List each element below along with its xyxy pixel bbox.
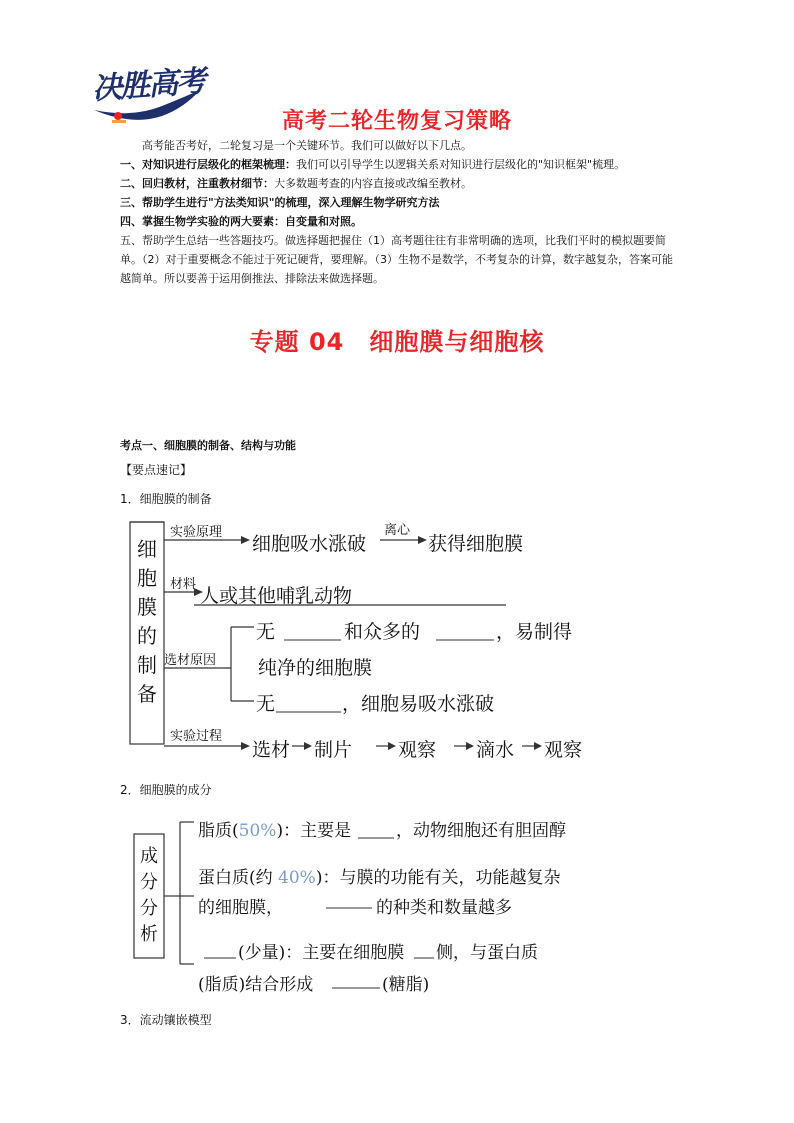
subheading-membrane-components: 2．细胞膜的成分 bbox=[120, 783, 212, 797]
principle-label: 实验原理 bbox=[170, 525, 223, 540]
sugar-a: (少量)：主要在细胞膜 bbox=[238, 943, 405, 963]
protein-b: )：与膜的功能有关，功能越复杂 bbox=[315, 868, 561, 888]
intro-item-4-bold: 四、掌握生物学实验的两大要素：自变量和对照。 bbox=[120, 215, 362, 228]
intro-item-4 bbox=[120, 212, 680, 231]
intro-item-1 bbox=[120, 155, 680, 174]
diagram-membrane-preparation bbox=[126, 515, 596, 760]
intro-item-3 bbox=[120, 193, 680, 212]
reason1-c: ，易制得 bbox=[496, 621, 573, 643]
logo-text: 决胜高考 bbox=[91, 64, 206, 107]
process-step: 滴水 bbox=[476, 739, 515, 761]
document-title: 高考二轮生物复习策略 bbox=[281, 109, 512, 134]
diagram2-box-label bbox=[134, 844, 164, 948]
protein-percent: 40% bbox=[278, 868, 316, 888]
diagram1-box-char: 细 bbox=[137, 537, 157, 561]
diagram2-box-char: 分 bbox=[140, 872, 158, 893]
reason2-a: 无 bbox=[256, 693, 276, 715]
diagram1-box-label bbox=[130, 535, 164, 709]
protein-line2-a: 的细胞膜， bbox=[198, 898, 283, 918]
diagram2-box-char: 分 bbox=[140, 898, 158, 919]
intro-section bbox=[120, 136, 680, 288]
reason1-b: 和众多的 bbox=[344, 621, 421, 643]
diagram1-box-char: 制 bbox=[137, 653, 157, 677]
process-step: 制片 bbox=[314, 739, 353, 761]
principle-text: 细胞吸水涨破 bbox=[252, 533, 367, 555]
section-heading: 考点一、细胞膜的制备、结构与功能 bbox=[120, 439, 296, 452]
intro-item-2-text: 大多数题考查的内容直接或改编至教材。 bbox=[274, 177, 472, 190]
reason-label: 选材原因 bbox=[164, 653, 217, 668]
material-text: 人或其他哺乳动物 bbox=[200, 585, 353, 607]
intro-item-2-bold: 二、回归教材，注重教材细节： bbox=[120, 177, 274, 190]
intro-item-1-bold: 一、对知识进行层级化的框架梳理： bbox=[120, 158, 296, 171]
sugar-b: 侧，与蛋白质 bbox=[436, 943, 538, 963]
sugar-line2-b: (糖脂) bbox=[382, 975, 430, 995]
protein-line2-b: 的种类和数量越多 bbox=[376, 898, 512, 918]
diagram-membrane-components bbox=[132, 808, 592, 998]
lipid-b: )：主要是 bbox=[276, 821, 352, 841]
centrifuge-label: 离心 bbox=[384, 523, 411, 538]
intro-item-1-text: 我们可以引导学生以逻辑关系对知识进行层级化的"知识框架"梳理。 bbox=[296, 158, 626, 171]
diagram1-box-char: 胞 bbox=[137, 566, 157, 590]
diagram2-box-char: 析 bbox=[140, 924, 158, 945]
lipid-percent: 50% bbox=[238, 821, 277, 841]
intro-item-3-bold: 三、帮助学生进行"方法类知识"的梳理，深入理解生物学研究方法 bbox=[120, 196, 440, 209]
intro-lead: 高考能否考好，二轮复习是一个关键环节。我们可以做好以下几点。 bbox=[142, 139, 472, 152]
lipid-c: ，动物细胞还有胆固醇 bbox=[396, 821, 566, 841]
reason2-b: ，细胞易吸水涨破 bbox=[342, 693, 495, 715]
intro-item-2 bbox=[120, 174, 680, 193]
sugar-line2-a: (脂质)结合形成 bbox=[198, 975, 314, 995]
process-step: 选材 bbox=[252, 739, 291, 761]
intro-item-5: 五、帮助学生总结一些答题技巧。做选择题把握住（1）高考题往往有非常明确的选项，比我们平时的模拟题要简单。（2）对于重要概念不能过于死记硬背，要理解。（3）生物不是数学，不考复杂的计算，数字越复杂，答案可能越简单。所以要善于运用倒推法、排除法来做选择题。 bbox=[120, 234, 673, 285]
diagram1-box-char: 膜 bbox=[137, 595, 157, 619]
reason1-line2: 纯净的细胞膜 bbox=[258, 657, 373, 679]
lipid-a: 脂质( bbox=[198, 821, 239, 841]
lipid-line bbox=[198, 816, 351, 841]
process-step: 观察 bbox=[544, 739, 583, 761]
topic-title: 专题 04 细胞膜与细胞核 bbox=[249, 328, 545, 356]
process-label: 实验过程 bbox=[170, 729, 223, 744]
protein-a: 蛋白质(约 bbox=[198, 868, 279, 888]
subheading-fluid-mosaic-model: 3．流动镶嵌模型 bbox=[120, 1013, 212, 1027]
reason1-a: 无 bbox=[256, 621, 276, 643]
key-points-tag: 【要点速记】 bbox=[120, 463, 193, 477]
diagram1-box-char: 备 bbox=[137, 682, 157, 706]
diagram1-box-char: 的 bbox=[137, 624, 157, 648]
subheading-membrane-preparation: 1．细胞膜的制备 bbox=[120, 492, 212, 506]
material-label: 材料 bbox=[170, 577, 197, 592]
protein-line bbox=[198, 863, 560, 888]
diagram2-box-char: 成 bbox=[140, 846, 158, 867]
process-step: 观察 bbox=[398, 739, 437, 761]
principle-result: 获得细胞膜 bbox=[428, 533, 524, 555]
